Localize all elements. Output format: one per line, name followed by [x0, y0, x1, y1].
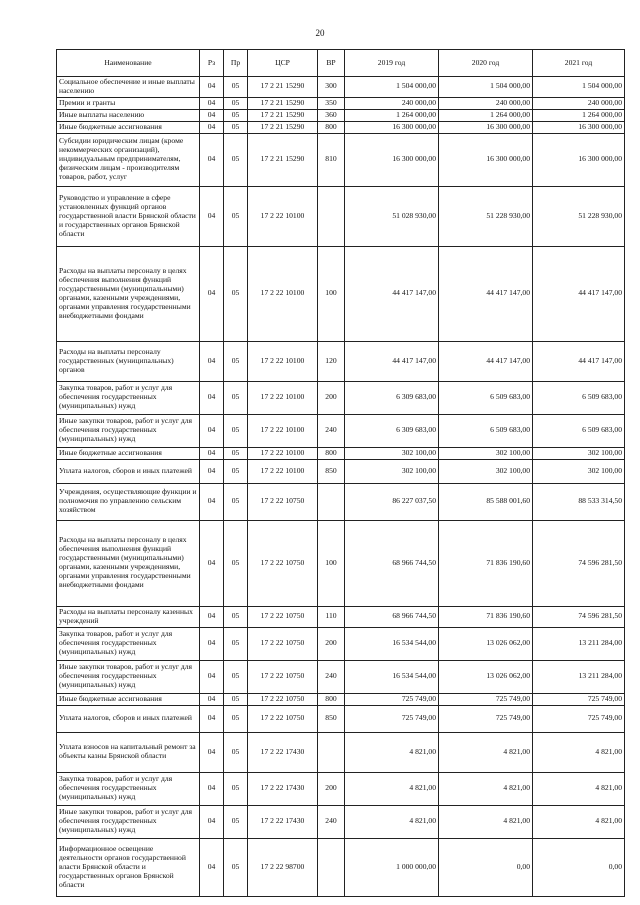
cell-y2021: 240 000,00 — [533, 97, 625, 109]
cell-name: Иные бюджетные ассигнования — [57, 121, 200, 133]
table-row — [57, 109, 625, 121]
cell-pr: 05 — [224, 627, 248, 660]
cell-name: Субсидии юридическим лицам (кроме некоммерческих организаций), индивидуальным предпринимателям, физическим лицам - производителям товаров, работ, услуг — [57, 133, 200, 186]
cell-y2021: 16 300 000,00 — [533, 121, 625, 133]
cell-y2021: 1 504 000,00 — [533, 77, 625, 98]
cell-name: Руководство и управление в сфере установленных функций органов государственной власти Брянской области и государственных органов Брянской области — [57, 186, 200, 246]
cell-vr — [318, 483, 345, 520]
cell-csr: 17 2 22 10100 — [248, 381, 318, 414]
table-row — [57, 133, 625, 186]
page-number: 20 — [315, 28, 325, 38]
cell-pr: 05 — [224, 121, 248, 133]
cell-csr: 17 2 22 10100 — [248, 459, 318, 483]
cell-pr: 05 — [224, 109, 248, 121]
cell-pr: 05 — [224, 660, 248, 693]
table-row — [57, 447, 625, 459]
cell-y2021: 51 228 930,00 — [533, 186, 625, 246]
cell-rz: 04 — [200, 109, 224, 121]
cell-name: Уплата налогов, сборов и иных платежей — [57, 459, 200, 483]
header-vr: ВР — [318, 50, 345, 77]
cell-pr: 05 — [224, 772, 248, 805]
cell-y2019: 1 000 000,00 — [345, 838, 439, 896]
cell-rz: 04 — [200, 627, 224, 660]
table-row — [57, 606, 625, 627]
cell-name: Иные бюджетные ассигнования — [57, 447, 200, 459]
cell-rz: 04 — [200, 660, 224, 693]
cell-pr: 05 — [224, 459, 248, 483]
cell-name: Закупка товаров, работ и услуг для обеспечения государственных (муниципальных) нужд — [57, 381, 200, 414]
cell-y2019: 16 300 000,00 — [345, 133, 439, 186]
cell-vr: 360 — [318, 109, 345, 121]
cell-y2020: 302 100,00 — [439, 447, 533, 459]
cell-y2021: 4 821,00 — [533, 732, 625, 772]
cell-y2021: 13 211 284,00 — [533, 627, 625, 660]
cell-csr: 17 2 21 15290 — [248, 133, 318, 186]
table-row — [57, 414, 625, 447]
cell-y2021: 74 596 281,50 — [533, 606, 625, 627]
table-row — [57, 772, 625, 805]
cell-rz: 04 — [200, 520, 224, 606]
cell-y2019: 86 227 037,50 — [345, 483, 439, 520]
cell-vr: 100 — [318, 520, 345, 606]
cell-rz: 04 — [200, 246, 224, 341]
header-2019: 2019 год — [345, 50, 439, 77]
cell-vr: 850 — [318, 459, 345, 483]
table-row — [57, 121, 625, 133]
cell-y2019: 302 100,00 — [345, 447, 439, 459]
cell-pr: 05 — [224, 246, 248, 341]
cell-y2020: 71 836 190,60 — [439, 606, 533, 627]
cell-name: Закупка товаров, работ и услуг для обеспечения государственных (муниципальных) нужд — [57, 627, 200, 660]
cell-y2020: 6 509 683,00 — [439, 381, 533, 414]
cell-csr: 17 2 22 98700 — [248, 838, 318, 896]
cell-y2019: 240 000,00 — [345, 97, 439, 109]
cell-y2020: 16 300 000,00 — [439, 133, 533, 186]
cell-csr: 17 2 22 17430 — [248, 732, 318, 772]
cell-y2021: 1 264 000,00 — [533, 109, 625, 121]
cell-rz: 04 — [200, 186, 224, 246]
table-row — [57, 341, 625, 381]
cell-rz: 04 — [200, 732, 224, 772]
cell-y2019: 6 309 683,00 — [345, 414, 439, 447]
table-row — [57, 459, 625, 483]
cell-y2020: 71 836 190,60 — [439, 520, 533, 606]
cell-name: Расходы на выплаты персоналу в целях обеспечения выполнения функций государственными (муниципальными) органами, казенными учреждениями, органами управления государственными внебюджетными фондами — [57, 520, 200, 606]
table-row — [57, 77, 625, 98]
cell-rz: 04 — [200, 77, 224, 98]
header-pr: Пр — [224, 50, 248, 77]
cell-y2019: 16 534 544,00 — [345, 660, 439, 693]
cell-csr: 17 2 22 10750 — [248, 693, 318, 705]
table-row — [57, 732, 625, 772]
cell-rz: 04 — [200, 121, 224, 133]
cell-csr: 17 2 22 17430 — [248, 805, 318, 838]
cell-pr: 05 — [224, 414, 248, 447]
table-row — [57, 693, 625, 705]
cell-pr: 05 — [224, 77, 248, 98]
header-2021: 2021 год — [533, 50, 625, 77]
cell-y2019: 51 028 930,00 — [345, 186, 439, 246]
cell-vr: 850 — [318, 705, 345, 732]
cell-y2020: 302 100,00 — [439, 459, 533, 483]
cell-name: Премии и гранты — [57, 97, 200, 109]
table-row — [57, 627, 625, 660]
cell-csr: 17 2 22 10750 — [248, 483, 318, 520]
cell-vr: 300 — [318, 77, 345, 98]
cell-name: Социальное обеспечение и иные выплаты населению — [57, 77, 200, 98]
cell-pr: 05 — [224, 838, 248, 896]
cell-name: Расходы на выплаты персоналу казенных учреждений — [57, 606, 200, 627]
cell-y2020: 4 821,00 — [439, 805, 533, 838]
cell-vr: 200 — [318, 627, 345, 660]
cell-pr: 05 — [224, 705, 248, 732]
cell-y2020: 725 749,00 — [439, 693, 533, 705]
cell-rz: 04 — [200, 805, 224, 838]
cell-y2020: 4 821,00 — [439, 732, 533, 772]
cell-rz: 04 — [200, 414, 224, 447]
cell-csr: 17 2 22 10100 — [248, 186, 318, 246]
cell-rz: 04 — [200, 483, 224, 520]
cell-y2020: 4 821,00 — [439, 772, 533, 805]
cell-name: Иные закупки товаров, работ и услуг для обеспечения государственных (муниципальных) нужд — [57, 805, 200, 838]
cell-pr: 05 — [224, 483, 248, 520]
cell-y2020: 44 417 147,00 — [439, 341, 533, 381]
cell-pr: 05 — [224, 186, 248, 246]
cell-rz: 04 — [200, 133, 224, 186]
cell-y2020: 1 264 000,00 — [439, 109, 533, 121]
cell-y2020: 85 588 001,60 — [439, 483, 533, 520]
table-row — [57, 805, 625, 838]
cell-pr: 05 — [224, 447, 248, 459]
cell-y2020: 13 026 062,00 — [439, 627, 533, 660]
cell-rz: 04 — [200, 772, 224, 805]
cell-rz: 04 — [200, 341, 224, 381]
cell-rz: 04 — [200, 381, 224, 414]
cell-y2020: 13 026 062,00 — [439, 660, 533, 693]
cell-vr: 200 — [318, 772, 345, 805]
cell-rz: 04 — [200, 97, 224, 109]
cell-y2021: 16 300 000,00 — [533, 133, 625, 186]
cell-y2019: 44 417 147,00 — [345, 341, 439, 381]
cell-y2021: 4 821,00 — [533, 772, 625, 805]
cell-rz: 04 — [200, 693, 224, 705]
cell-y2021: 74 596 281,50 — [533, 520, 625, 606]
cell-y2019: 6 309 683,00 — [345, 381, 439, 414]
cell-y2019: 68 966 744,50 — [345, 606, 439, 627]
cell-vr: 800 — [318, 121, 345, 133]
table-row — [57, 483, 625, 520]
cell-y2021: 302 100,00 — [533, 459, 625, 483]
cell-y2020: 1 504 000,00 — [439, 77, 533, 98]
budget-table — [56, 49, 625, 897]
cell-pr: 05 — [224, 520, 248, 606]
header-rz: Рз — [200, 50, 224, 77]
cell-vr: 200 — [318, 381, 345, 414]
cell-csr: 17 2 21 15290 — [248, 97, 318, 109]
cell-name: Информационное освещение деятельности органов государственной власти Брянской области и государственных органов Брянской области — [57, 838, 200, 896]
cell-y2021: 725 749,00 — [533, 693, 625, 705]
cell-vr: 800 — [318, 693, 345, 705]
cell-y2021: 302 100,00 — [533, 447, 625, 459]
cell-name: Учреждения, осуществляющие функции и полномочия по управлению сельским хозяйством — [57, 483, 200, 520]
cell-y2020: 240 000,00 — [439, 97, 533, 109]
cell-y2019: 725 749,00 — [345, 705, 439, 732]
cell-csr: 17 2 21 15290 — [248, 77, 318, 98]
table-row — [57, 838, 625, 896]
cell-y2021: 6 509 683,00 — [533, 381, 625, 414]
table-header-row — [57, 50, 625, 77]
cell-y2021: 13 211 284,00 — [533, 660, 625, 693]
cell-rz: 04 — [200, 705, 224, 732]
cell-vr: 800 — [318, 447, 345, 459]
cell-vr — [318, 732, 345, 772]
cell-csr: 17 2 22 10750 — [248, 627, 318, 660]
cell-y2019: 4 821,00 — [345, 772, 439, 805]
cell-name: Иные бюджетные ассигнования — [57, 693, 200, 705]
cell-csr: 17 2 22 10750 — [248, 606, 318, 627]
cell-y2021: 6 509 683,00 — [533, 414, 625, 447]
cell-name: Иные выплаты населению — [57, 109, 200, 121]
cell-y2020: 6 509 683,00 — [439, 414, 533, 447]
cell-y2019: 302 100,00 — [345, 459, 439, 483]
cell-y2021: 88 533 314,50 — [533, 483, 625, 520]
cell-y2020: 725 749,00 — [439, 705, 533, 732]
header-csr: ЦСР — [248, 50, 318, 77]
cell-name: Расходы на выплаты персоналу государственных (муниципальных) органов — [57, 341, 200, 381]
cell-pr: 05 — [224, 133, 248, 186]
cell-pr: 05 — [224, 693, 248, 705]
cell-csr: 17 2 22 10750 — [248, 660, 318, 693]
cell-vr: 240 — [318, 414, 345, 447]
cell-y2021: 4 821,00 — [533, 805, 625, 838]
cell-csr: 17 2 22 10100 — [248, 414, 318, 447]
cell-pr: 05 — [224, 606, 248, 627]
cell-y2021: 725 749,00 — [533, 705, 625, 732]
cell-y2020: 51 228 930,00 — [439, 186, 533, 246]
cell-y2019: 16 534 544,00 — [345, 627, 439, 660]
cell-csr: 17 2 22 10750 — [248, 520, 318, 606]
cell-y2021: 44 417 147,00 — [533, 246, 625, 341]
cell-vr: 350 — [318, 97, 345, 109]
cell-vr — [318, 838, 345, 896]
cell-name: Иные закупки товаров, работ и услуг для обеспечения государственных (муниципальных) нужд — [57, 414, 200, 447]
table-row — [57, 186, 625, 246]
cell-pr: 05 — [224, 805, 248, 838]
cell-rz: 04 — [200, 459, 224, 483]
cell-rz: 04 — [200, 606, 224, 627]
cell-y2019: 68 966 744,50 — [345, 520, 439, 606]
header-2020: 2020 год — [439, 50, 533, 77]
table-row — [57, 246, 625, 341]
cell-rz: 04 — [200, 838, 224, 896]
cell-y2019: 725 749,00 — [345, 693, 439, 705]
cell-pr: 05 — [224, 97, 248, 109]
cell-vr: 240 — [318, 805, 345, 838]
cell-csr: 17 2 22 10750 — [248, 705, 318, 732]
cell-name: Закупка товаров, работ и услуг для обеспечения государственных (муниципальных) нужд — [57, 772, 200, 805]
table-row — [57, 520, 625, 606]
cell-vr: 240 — [318, 660, 345, 693]
cell-y2020: 0,00 — [439, 838, 533, 896]
cell-y2019: 4 821,00 — [345, 805, 439, 838]
cell-csr: 17 2 22 10100 — [248, 246, 318, 341]
cell-csr: 17 2 22 10100 — [248, 341, 318, 381]
cell-y2021: 0,00 — [533, 838, 625, 896]
table-row — [57, 705, 625, 732]
cell-vr — [318, 186, 345, 246]
cell-y2020: 16 300 000,00 — [439, 121, 533, 133]
cell-vr: 110 — [318, 606, 345, 627]
table-row — [57, 660, 625, 693]
cell-y2019: 1 504 000,00 — [345, 77, 439, 98]
cell-y2019: 4 821,00 — [345, 732, 439, 772]
cell-vr: 120 — [318, 341, 345, 381]
cell-csr: 17 2 21 15290 — [248, 109, 318, 121]
cell-csr: 17 2 22 17430 — [248, 772, 318, 805]
cell-name: Уплата налогов, сборов и иных платежей — [57, 705, 200, 732]
cell-rz: 04 — [200, 447, 224, 459]
cell-name: Иные закупки товаров, работ и услуг для обеспечения государственных (муниципальных) нужд — [57, 660, 200, 693]
cell-vr: 810 — [318, 133, 345, 186]
cell-vr: 100 — [318, 246, 345, 341]
cell-y2019: 16 300 000,00 — [345, 121, 439, 133]
table-row — [57, 97, 625, 109]
header-name: Наименование — [57, 50, 200, 77]
cell-name: Расходы на выплаты персоналу в целях обеспечения выполнения функций государственными (муниципальными) органами, казенными учреждениями, органами управления государственными внебюджетными фондами — [57, 246, 200, 341]
cell-pr: 05 — [224, 732, 248, 772]
cell-csr: 17 2 22 10100 — [248, 447, 318, 459]
cell-y2019: 44 417 147,00 — [345, 246, 439, 341]
table-row — [57, 381, 625, 414]
cell-y2019: 1 264 000,00 — [345, 109, 439, 121]
cell-name: Уплата взносов на капитальный ремонт за объекты казны Брянской области — [57, 732, 200, 772]
cell-y2021: 44 417 147,00 — [533, 341, 625, 381]
cell-pr: 05 — [224, 341, 248, 381]
cell-y2020: 44 417 147,00 — [439, 246, 533, 341]
cell-pr: 05 — [224, 381, 248, 414]
cell-csr: 17 2 21 15290 — [248, 121, 318, 133]
